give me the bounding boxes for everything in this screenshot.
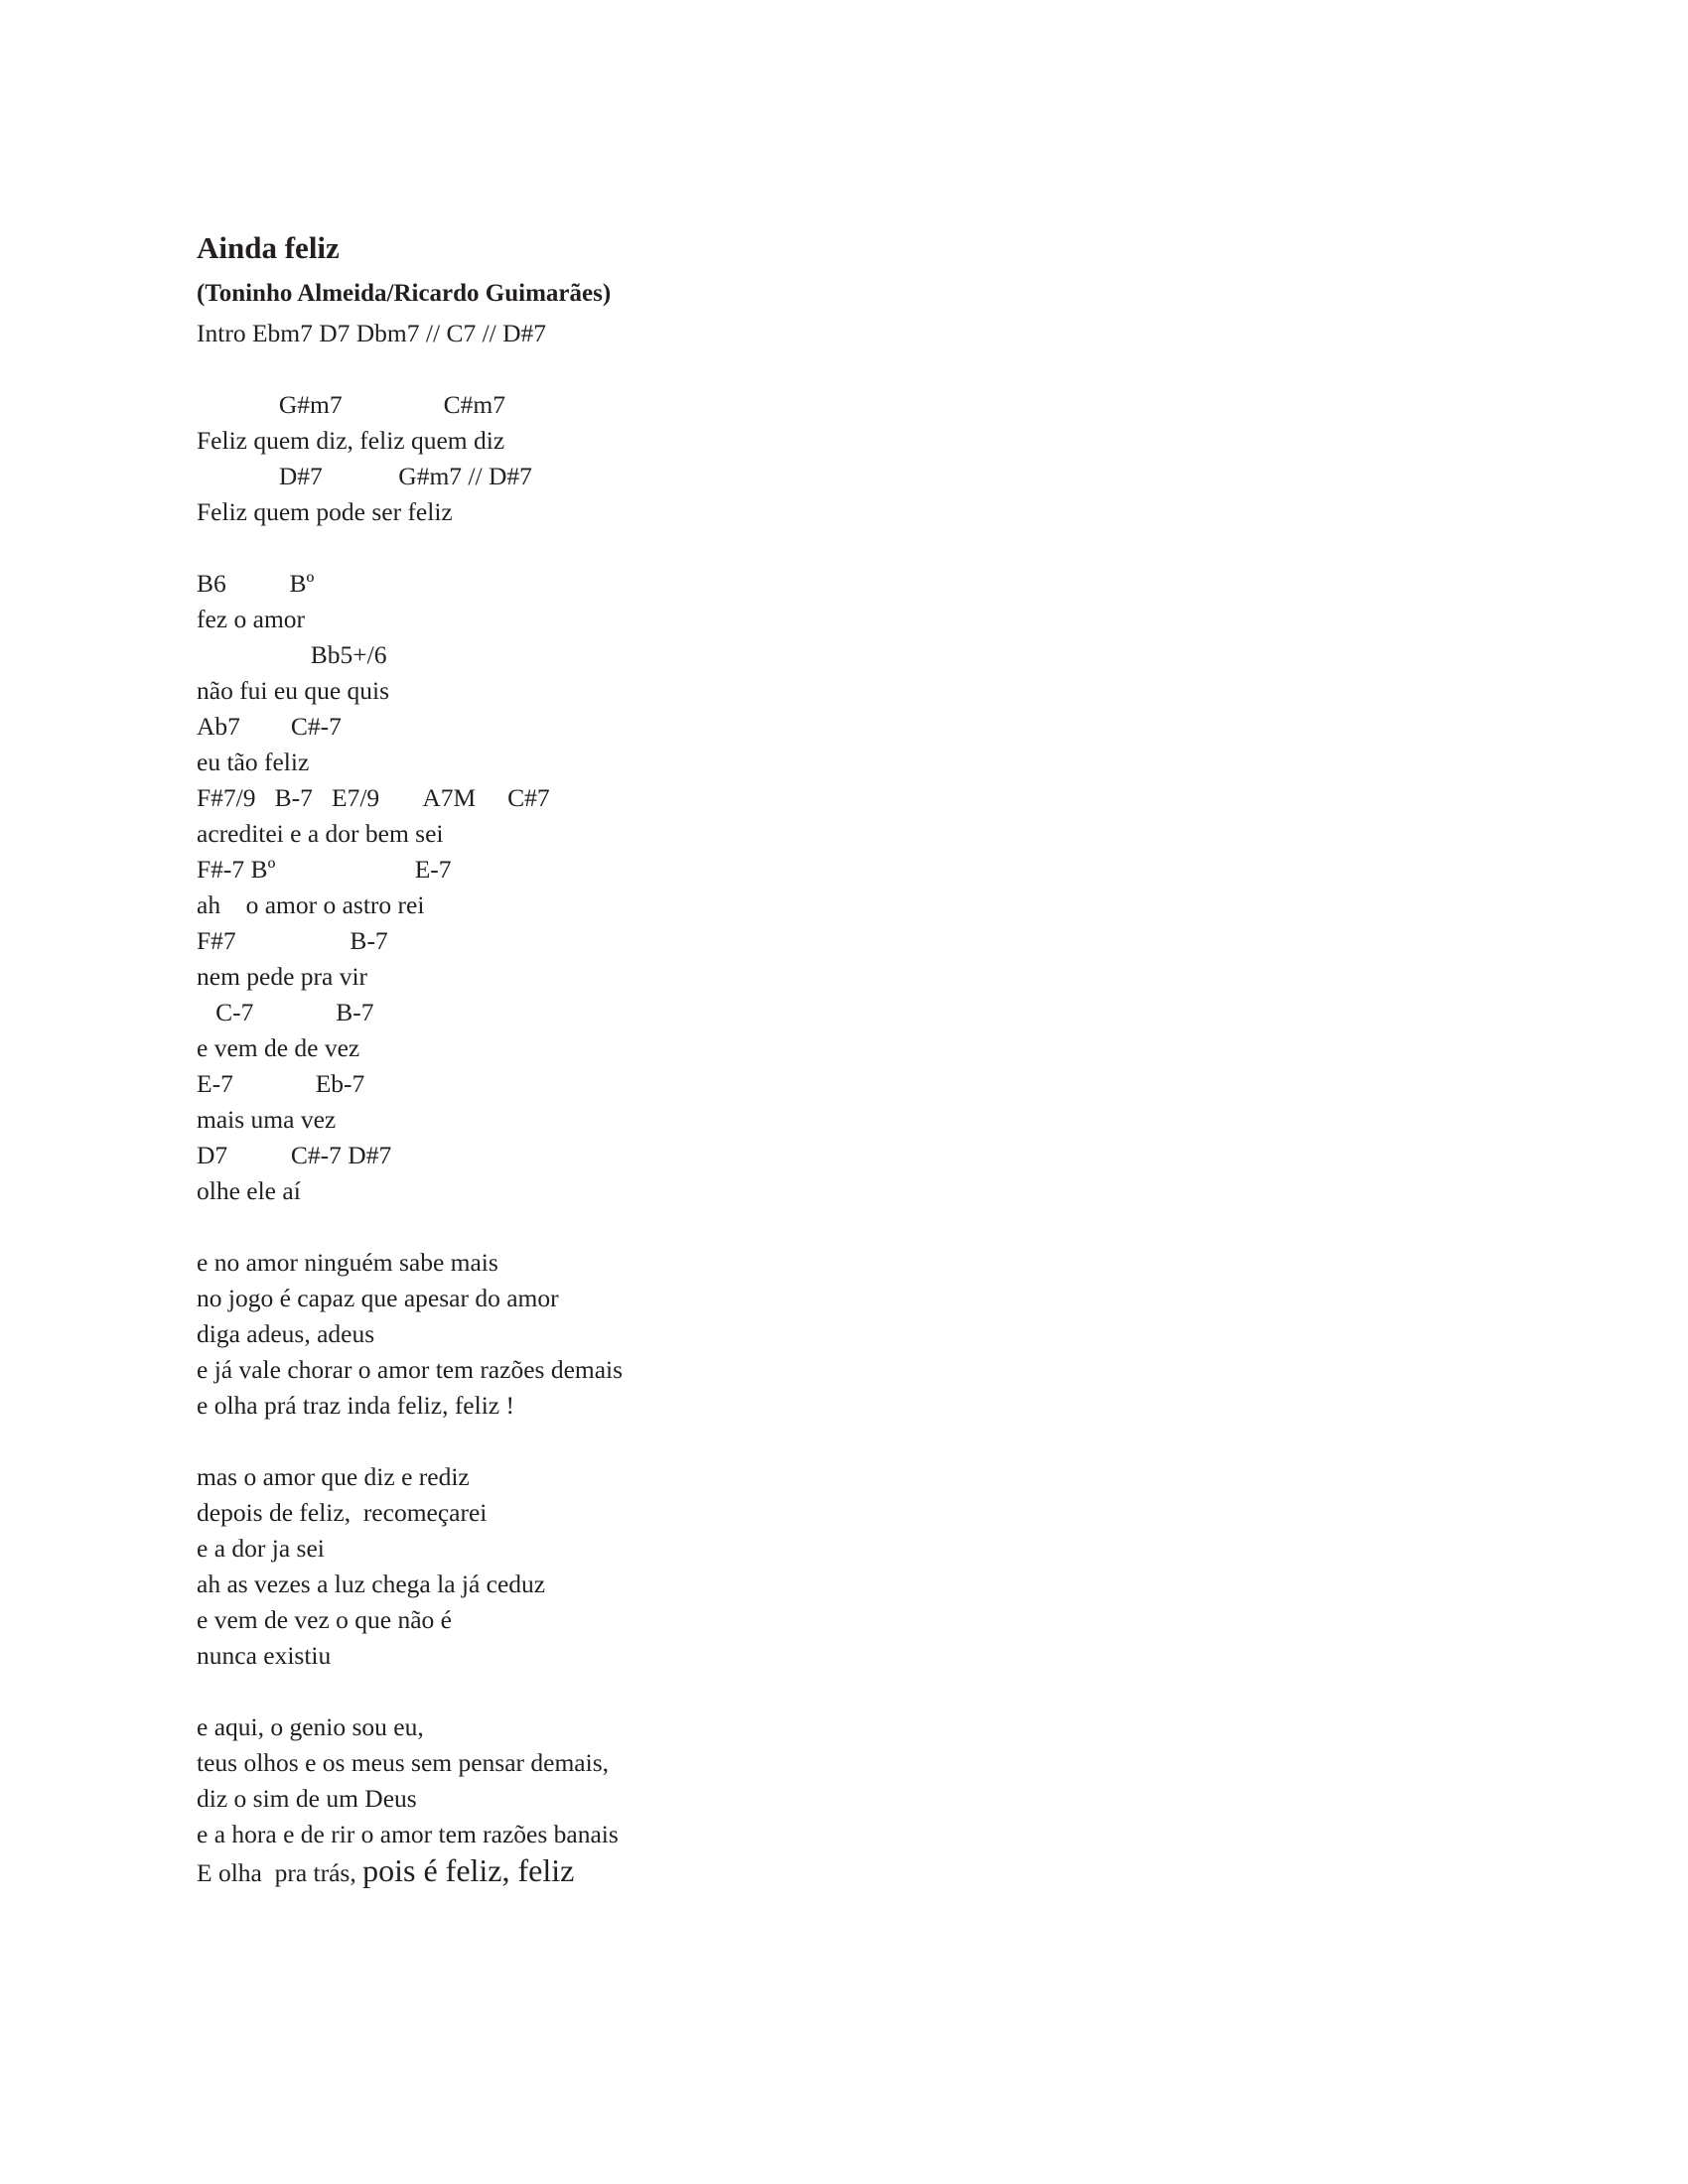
lyric-line: e vem de vez o que não é <box>197 1605 453 1634</box>
lyric-line: olhe ele aí <box>197 1176 301 1205</box>
lyric-line: mas o amor que diz e rediz <box>197 1462 470 1491</box>
blank-line <box>197 1674 623 1709</box>
lyric-line: e no amor ninguém sabe mais <box>197 1248 498 1277</box>
lyric-line: nem pede pra vir <box>197 962 368 991</box>
lyric-line: e a hora e de rir o amor tem razões banais <box>197 1820 619 1848</box>
blank-line <box>197 530 623 566</box>
lyric-line: fez o amor <box>197 605 306 633</box>
lyric-line: acreditei e a dor bem sei <box>197 819 444 848</box>
lyric-line: e aqui, o genio sou eu, <box>197 1712 424 1741</box>
lyric-line: eu tão feliz <box>197 748 310 776</box>
lyric-line: Feliz quem diz, feliz quem diz <box>197 426 505 455</box>
lyric-line: Intro Ebm7 D7 Dbm7 // C7 // D#7 <box>197 319 547 347</box>
lyric-line: Ab7 C#-7 <box>197 712 342 741</box>
lyric-line: G#m7 C#m7 <box>197 390 505 419</box>
lyric-line: B6 Bº <box>197 569 315 598</box>
lyric-line: não fui eu que quis <box>197 676 390 705</box>
lyric-line: diz o sim de um Deus <box>197 1784 417 1813</box>
lyrics-body <box>197 316 623 1888</box>
final-line-end: pois é feliz, feliz <box>362 1852 575 1888</box>
lyric-line: nunca existiu <box>197 1641 332 1670</box>
lyric-line: e já vale chorar o amor tem razões demais <box>197 1355 624 1384</box>
lyric-line: F#-7 Bº E-7 <box>197 855 452 884</box>
lyric-line: Feliz quem pode ser feliz <box>197 497 453 526</box>
lyric-line: e vem de de vez <box>197 1033 360 1062</box>
lyric-line: D7 C#-7 D#7 <box>197 1141 392 1169</box>
lyric-line: Bb5+/6 <box>197 640 387 669</box>
lyric-line: e olha prá traz inda feliz, feliz ! <box>197 1391 514 1420</box>
lyric-line: no jogo é capaz que apesar do amor <box>197 1284 559 1312</box>
lyric-line: F#7/9 B-7 E7/9 A7M C#7 <box>197 783 550 812</box>
lyric-line: depois de feliz, recomeçarei <box>197 1498 488 1527</box>
lyric-line: F#7 B-7 <box>197 926 388 955</box>
lyric-line-final <box>197 1852 623 1888</box>
lyric-line: teus olhos e os meus sem pensar demais, <box>197 1748 610 1777</box>
song-authors: (Toninho Almeida/Ricardo Guimarães) <box>197 280 612 307</box>
lyric-line: C-7 B-7 <box>197 998 374 1026</box>
lyric-line: mais uma vez <box>197 1105 337 1134</box>
blank-line <box>197 351 623 387</box>
lyric-line: D#7 G#m7 // D#7 <box>197 462 532 490</box>
lyric-line: E-7 Eb-7 <box>197 1069 365 1098</box>
song-title: Ainda feliz <box>197 230 340 265</box>
lyric-line: diga adeus, adeus <box>197 1319 375 1348</box>
blank-line <box>197 1424 623 1459</box>
lyric-line: ah as vezes a luz chega la já ceduz <box>197 1570 546 1598</box>
blank-line <box>197 1209 623 1245</box>
final-line-start: E olha pra trás, <box>197 1858 363 1887</box>
lyric-line: ah o amor o astro rei <box>197 890 425 919</box>
lyric-line: e a dor ja sei <box>197 1534 325 1563</box>
